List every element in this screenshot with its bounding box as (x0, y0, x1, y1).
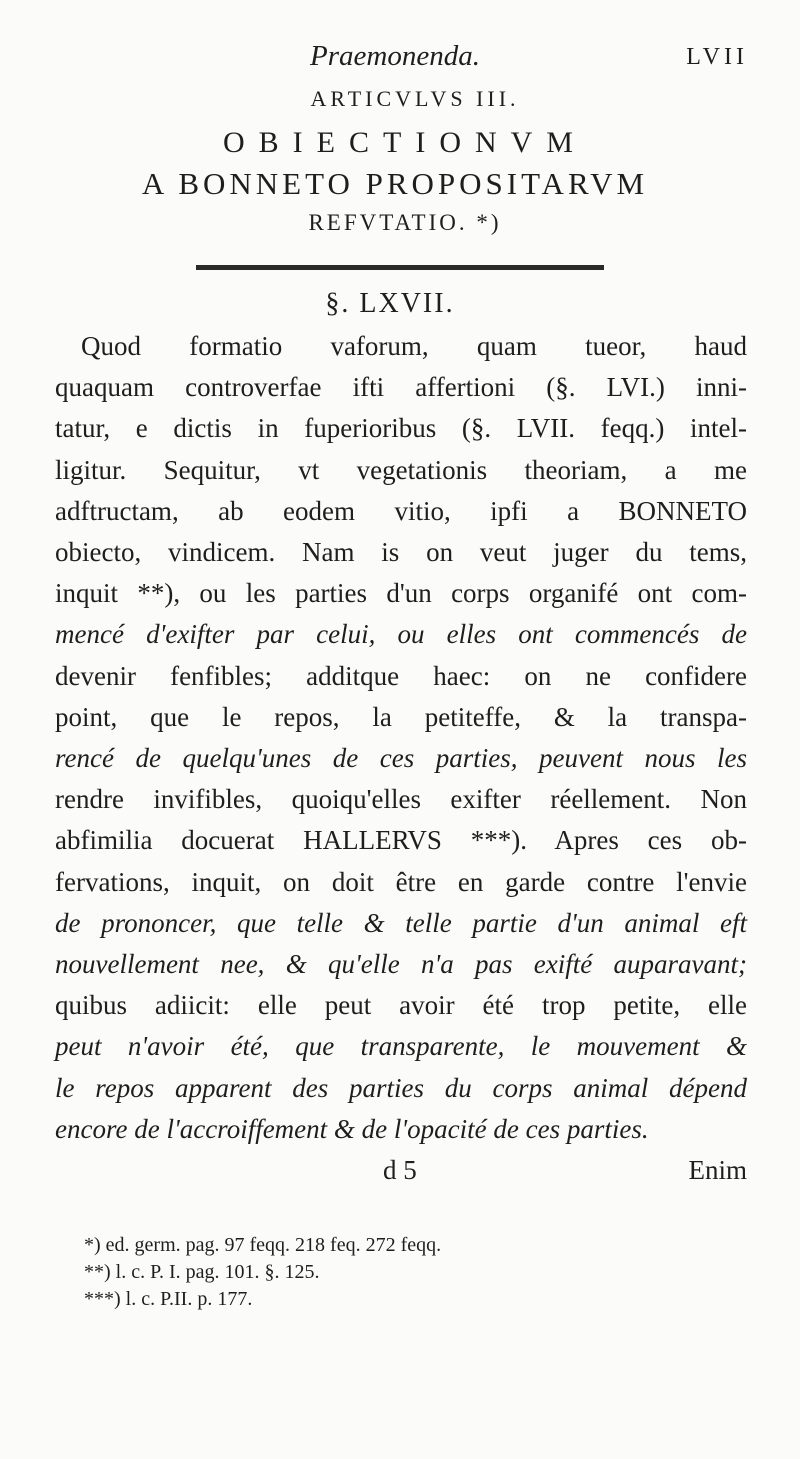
catchword: Enim (688, 1155, 747, 1186)
body-line: point, que le repos, la petiteffe, & la transpa- (55, 701, 747, 732)
footnote: *) ed. germ. pag. 97 feqq. 218 feq. 272 feqq. (84, 1234, 442, 1256)
heading-line-3: REFVTATIO. *) (308, 210, 502, 235)
footnotes (84, 1232, 684, 1313)
articulus-label: ARTICVLVS III. (310, 86, 520, 111)
article-heading (0, 86, 800, 236)
body-line: Quod formatio vaforum, quam tueor, haud (81, 331, 747, 361)
body-line: quibus adiicit: elle peut avoir été trop petite, elle (55, 990, 747, 1021)
heading-rule (196, 265, 604, 270)
signature-line (55, 1150, 747, 1191)
body-line: adftructam, ab eodem vitio, ipfi a BONNETO (55, 495, 747, 526)
body-line: tatur, e dictis in fuperioribus (§. LVII. feqq.) intel- (55, 413, 747, 444)
running-head (0, 40, 800, 80)
body-line: ligitur. Sequitur, vt vegetationis theoriam, a me (55, 454, 747, 485)
body-line: devenir fenfibles; additque haec: on ne confidere (55, 660, 747, 691)
body-line: rencé de quelqu'unes de ces parties, peuvent nous les (55, 743, 747, 774)
footnote: ***) l. c. P.II. p. 177. (84, 1288, 253, 1310)
heading-line-1: OBIECTIONVM (223, 126, 587, 159)
section-number: §. LXVII. (325, 288, 455, 319)
body-line: inquit **), ou les parties d'un corps organifé ont com- (55, 578, 747, 609)
body-line: mencé d'exifter par celui, ou elles ont commencés de (55, 619, 747, 650)
body-text (55, 326, 747, 1191)
body-line: de prononcer, que telle & telle partie d'un animal eft (55, 907, 747, 938)
footnote: **) l. c. P. I. pag. 101. §. 125. (84, 1261, 320, 1283)
body-line: abfimilia docuerat HALLERVS ***). Apres ces ob- (55, 825, 747, 856)
body-line: rendre invifibles, quoiqu'elles exifter réellement. Non (55, 784, 747, 815)
body-line: nouvellement nee, & qu'elle n'a pas exifté auparavant; (55, 949, 747, 980)
body-line: peut n'avoir été, que transparente, le mouvement & (55, 1031, 747, 1062)
body-line: le repos apparent des parties du corps animal dépend (55, 1072, 747, 1103)
running-title: Praemonenda. (310, 40, 480, 72)
body-line: fervations, inquit, on doit être en garde contre l'envie (55, 866, 747, 897)
body-line: obiecto, vindicem. Nam is on veut juger du tems, (55, 537, 747, 568)
body-line: encore de l'accroiffement & de l'opacité de ces parties. (55, 1113, 649, 1144)
heading-line-2: A BONNETO PROPOSITARVM (141, 166, 649, 201)
page-number: LVII (686, 44, 748, 70)
signature-mark: d 5 (383, 1155, 417, 1186)
body-line: quaquam controverfae ifti affertioni (§. LVI.) inni- (55, 372, 747, 403)
